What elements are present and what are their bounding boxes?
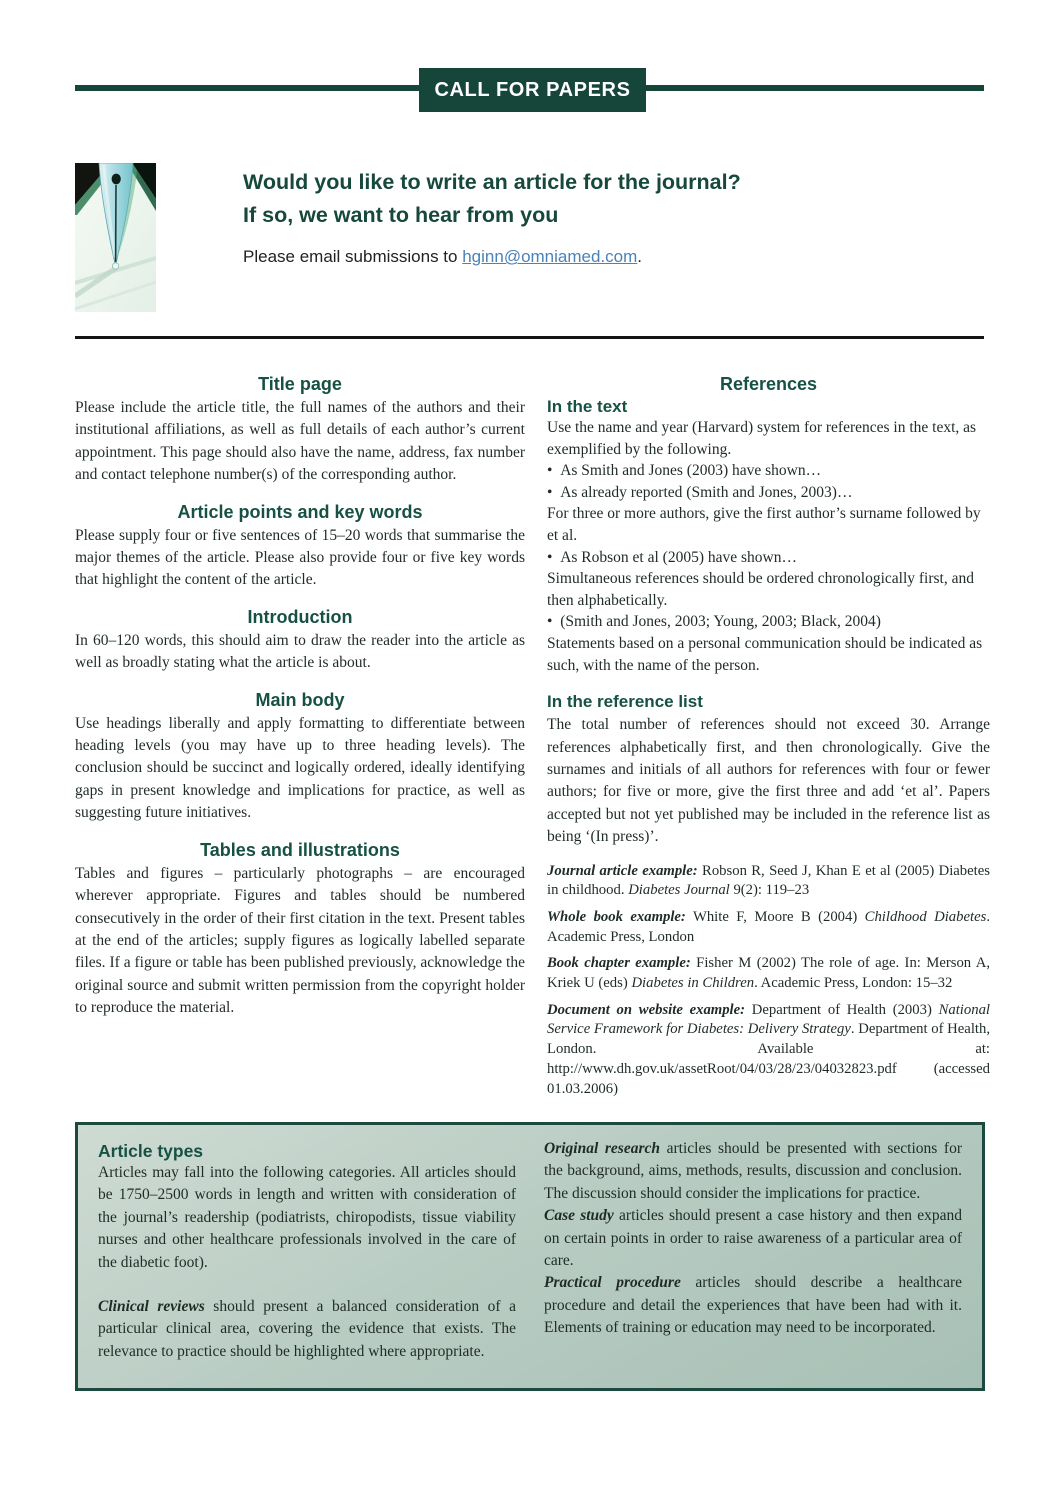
page-title: [243, 166, 923, 232]
left-column: [75, 374, 525, 1106]
subheading-in-the-text: In the text: [547, 397, 628, 416]
pen-nib-image: [75, 163, 156, 312]
case-study-paragraph: Case study articles should present a case history and then expand on certain points in order to raise awareness of a particular area of care.: [544, 1207, 963, 1270]
in-text-paragraph: Use the name and year (Harvard) system for references in the text, as exemplified by the following.: [547, 419, 977, 458]
practical-procedure-lead: Practical procedure: [544, 1274, 681, 1292]
in-text-paragraph: Simultaneous references should be ordered chronologically first, and then alphabetically.: [547, 570, 974, 609]
in-text-bullet: • As Smith and Jones (2003) have shown…: [547, 460, 990, 482]
section-body-tables: Tables and figures – particularly photographs – are encouraged wherever appropriate. Figures and tables should be numbered consecutively in the order of their first citation in the text. Present tables at the end of the articles; supply figures as logically labelled separate files. If a figure or table has been published previously, acknowledge the original source and submit written permission from the copyright holder to reproduce the material.: [75, 864, 525, 1017]
article-types-intro: Articles may fall into the following categories. All articles should be 1750–2500 words in length and written with consideration of the journal’s readership (podiatrists, chiropodists, tissue viability nurses and other healthcare professionals involved in the care of the diabetic foot).: [98, 1164, 516, 1271]
reference-example-journal: Journal article example: Robson R, Seed J, Khan E et al (2005) Diabetes in childhood. Diabetes Journal 9(2): 119–23: [547, 862, 990, 899]
section-heading-references: References: [719, 374, 818, 394]
section-body-introduction: In 60–120 words, this should aim to draw the reader into the article as well as broadly stating what the article is about.: [75, 631, 525, 672]
page-title-line1: Would you like to write an article for the journal?: [243, 170, 741, 194]
in-text-paragraph: For three or more authors, give the first author’s surname followed by et al.: [547, 505, 981, 544]
in-text-bullet: • As already reported (Smith and Jones, 2003)…: [547, 482, 990, 504]
article-types-heading: Article types: [98, 1141, 204, 1161]
clinical-reviews-paragraph: Clinical reviews should present a balanced consideration of a particular clinical area, covering the evidence that exists. The relevance to practice should be highlighted where appropriate.: [98, 1298, 516, 1360]
email-link[interactable]: hginn@omniamed.com: [462, 247, 638, 266]
section-body-main-body: Use headings liberally and apply formatting to differentiate between heading levels (you may have up to three heading levels). The conclusion should be succinct and logically ordered, ideally identifying gaps in present knowledge and implications for practice, as well as suggesting future initiatives.: [75, 714, 525, 822]
reference-example-website: Document on website example: Department of Health (2003) National Service Framework for Diabetes: Delivery Strategy. Department of Health, London. Available at: http://www.dh.gov.uk/assetRoot/04/03/28/23/04032823.pdf (accessed 01.03.2006): [547, 1001, 991, 1097]
reference-example-book: Whole book example: White F, Moore B (2004) Childhood Diabetes. Academic Press, London: [547, 908, 990, 945]
clinical-reviews-lead: Clinical reviews: [98, 1298, 205, 1316]
right-column: [547, 374, 990, 1106]
example-lead: Whole book example:: [547, 908, 686, 925]
section-body-article-points: Please supply four or five sentences of 15–20 words that summarise the major themes of the article. Please also provide four or five key words that highlight the content of the article.: [75, 526, 525, 589]
original-research-lead: Original research: [544, 1140, 660, 1157]
header-divider: [75, 336, 984, 339]
section-heading-article-points: Article points and key words: [177, 501, 423, 522]
example-lead: Journal article example:: [547, 862, 698, 879]
section-heading-introduction: Introduction: [247, 606, 353, 627]
section-body-title-page: Please include the article title, the full names of the authors and their institutional affiliations, as well as full details of each author’s current appointment. This page should also have the name, address, fax number and contact telephone number(s) of the corresponding author.: [75, 399, 525, 484]
example-lead: Document on website example:: [547, 1001, 746, 1018]
case-study-lead: Case study: [544, 1207, 614, 1225]
in-text-bullet: • (Smith and Jones, 2003; Young, 2003; Black, 2004): [547, 611, 990, 633]
article-types-box: [75, 1122, 985, 1391]
email-prefix: Please email submissions to: [243, 247, 463, 266]
section-heading-title-page: Title page: [258, 374, 342, 394]
header: [243, 166, 923, 267]
article-types-right-column: [544, 1138, 962, 1388]
section-heading-main-body: Main body: [255, 689, 345, 710]
in-text-bullet: • As Robson et al (2005) have shown…: [547, 547, 990, 569]
section-heading-tables: Tables and illustrations: [200, 839, 400, 860]
in-text-paragraph: Statements based on a personal communication should be indicated as such, with the name of the person.: [547, 634, 983, 674]
reference-example-chapter: Book chapter example: Fisher M (2002) The role of age. In: Merson A, Kriek U (eds) Diabetes in Children. Academic Press, London: 15–32: [547, 955, 990, 992]
reference-list-body: The total number of references should not exceed 30. Arrange references alphabetically first, and then chronologically. Give the surnames and initials of all authors for references with four or fewer authors; for five or more, give the first three and add ‘et al’. Papers accepted but not yet published may be included in the reference list as being ‘(In press)’.: [547, 716, 990, 846]
example-lead: Book chapter example:: [547, 955, 691, 972]
article-types-left-column: [98, 1138, 516, 1388]
call-for-papers-banner: [419, 68, 646, 112]
email-sentence: [243, 247, 923, 267]
page-title-line2: If so, we want to hear from you: [243, 203, 559, 227]
subheading-reference-list: In the reference list: [547, 692, 703, 712]
email-suffix: .: [637, 247, 643, 266]
guidelines-columns: [75, 374, 990, 1106]
practical-procedure-paragraph: Practical procedure articles should describe a healthcare procedure and detail the experiences that have been had with it. Elements of training or education may need to be incorporated.: [544, 1274, 962, 1337]
banner-label: CALL FOR PAPERS: [434, 78, 631, 101]
original-research-paragraph: Original research articles should be presented with sections for the background, aims, methods, results, discussion and conclusion. The discussion should consider the implications for practice.: [544, 1140, 962, 1202]
